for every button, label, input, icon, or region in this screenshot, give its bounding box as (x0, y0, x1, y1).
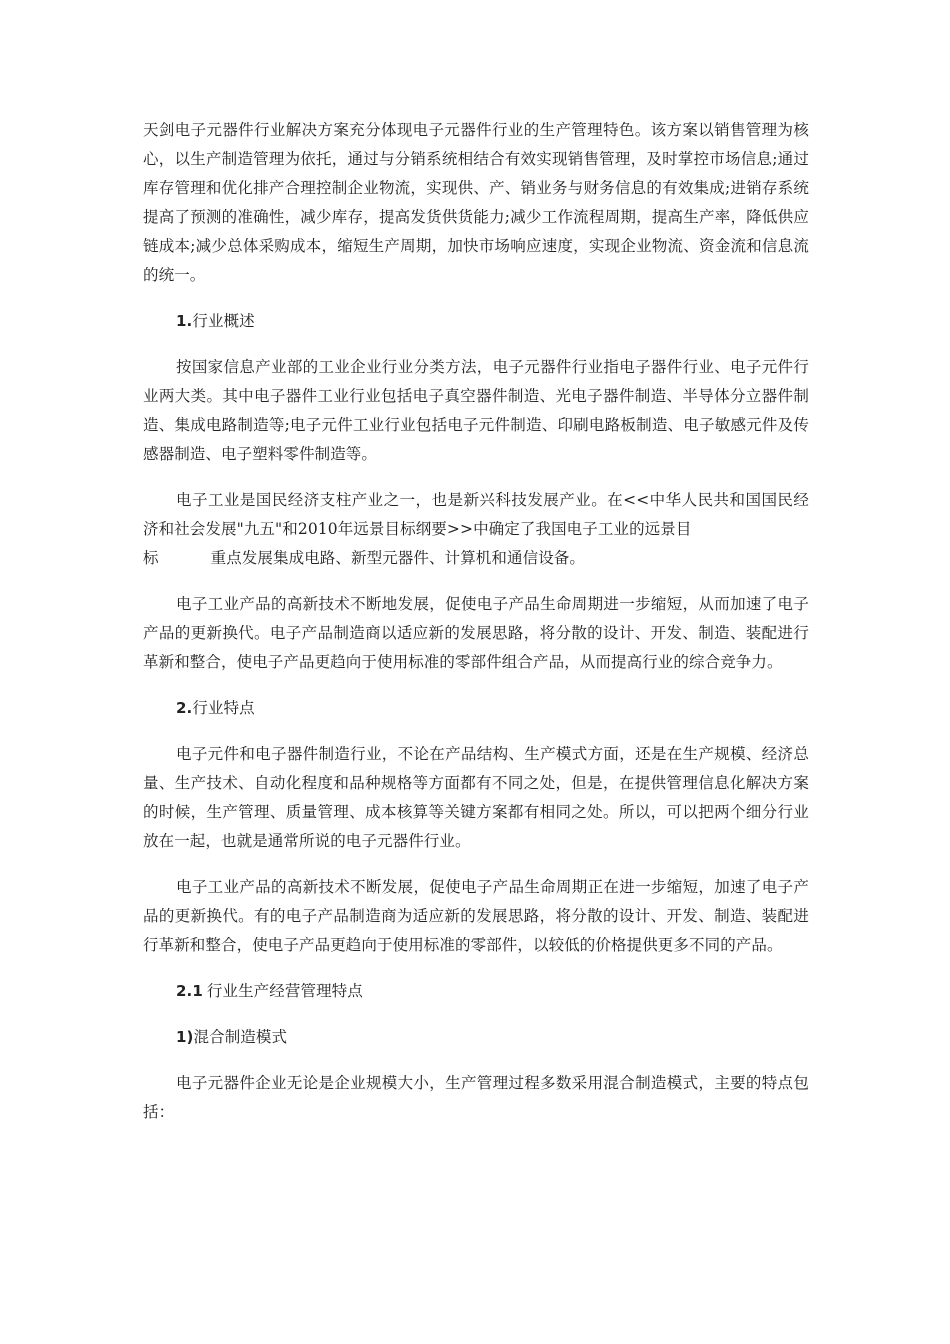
section-number: 2. (176, 699, 193, 717)
paragraph-text: 重点发展集成电路、新型元器件、计算机和通信设备。 (210, 549, 586, 567)
section-heading-characteristics (143, 694, 809, 723)
paragraph-text: 标 (143, 549, 159, 567)
subsection-heading-management (143, 977, 809, 1006)
paragraph-manufacturing: 电子元件和电子器件制造行业，不论在产品结构、生产模式方面，还是在生产规模、经济总量、生产技术、自动化程度和品种规格等方面都有不同之处，但是，在提供管理信息化解决方案的时候，生产管理、质量管理、成本核算等关键方案都有相同之处。所以，可以把两个细分行业放在一起，也就是通常所说的电子元器件行业。 (143, 745, 809, 850)
item-title: 混合制造模式 (193, 1028, 288, 1046)
section-title: 行业特点 (192, 699, 255, 717)
section-heading-overview (143, 307, 809, 336)
item-heading-mixed-mode (143, 1023, 809, 1052)
intro-paragraph: 天剑电子元器件行业解决方案充分体现电子元器件行业的生产管理特色。该方案以销售管理为核心，以生产制造管理为依托，通过与分销系统相结合有效实现销售管理，及时掌控市场信息;通过库存管理和优化排产合理控制企业物流，实现供、产、销业务与财务信息的有效集成;进销存系统提高了预测的准确性，减少库存，提高发货供货能力;减少工作流程周期，提高生产率，降低供应链成本;减少总体采购成本，缩短生产周期，加快市场响应速度，实现企业物流、资金流和信息流的统一。 (143, 121, 809, 284)
section-number: 2.1 (176, 982, 203, 1000)
paragraph-pillar-industry (143, 486, 809, 573)
section-number: 1. (176, 312, 193, 330)
paragraph-tech-development: 电子工业产品的高新技术不断地发展，促使电子产品生命周期进一步缩短，从而加速了电子产品的更新换代。电子产品制造商以适应新的发展思路，将分散的设计、开发、制造、装配进行革新和整合，使电子产品更趋向于使用标准的零部件组合产品，从而提高行业的综合竞争力。 (143, 595, 809, 671)
paragraph-text: 电子工业是国民经济支柱产业之一，也是新兴科技发展产业。在<<中华人民共和国国民经济和社会发展"九五"和2010年远景目标纲要>>中确定了我国电子工业的远景目 (143, 491, 809, 538)
section-title: 行业生产经营管理特点 (206, 982, 363, 1000)
paragraph-classification: 按国家信息产业部的工业企业行业分类方法，电子元器件行业指电子器件行业、电子元件行业两大类。其中电子器件工业行业包括电子真空器件制造、光电子器件制造、半导体分立器件制造、集成电路制造等;电子元件工业行业包括电子元件制造、印刷电路板制造、电子敏感元件及传感器制造、电子塑料零件制造等。 (143, 358, 809, 463)
item-number: 1) (176, 1028, 194, 1046)
paragraph-product-cycle: 电子工业产品的高新技术不断发展，促使电子产品生命周期正在进一步缩短，加速了电子产品的更新换代。有的电子产品制造商为适应新的发展思路，将分散的设计、开发、制造、装配进行革新和整合，使电子产品更趋向于使用标准的零部件，以较低的价格提供更多不同的产品。 (143, 878, 809, 954)
paragraph-mixed-mode: 电子元器件企业无论是企业规模大小，生产管理过程多数采用混合制造模式，主要的特点包括： (143, 1074, 809, 1121)
section-title: 行业概述 (192, 312, 255, 330)
document-body (143, 116, 809, 1127)
